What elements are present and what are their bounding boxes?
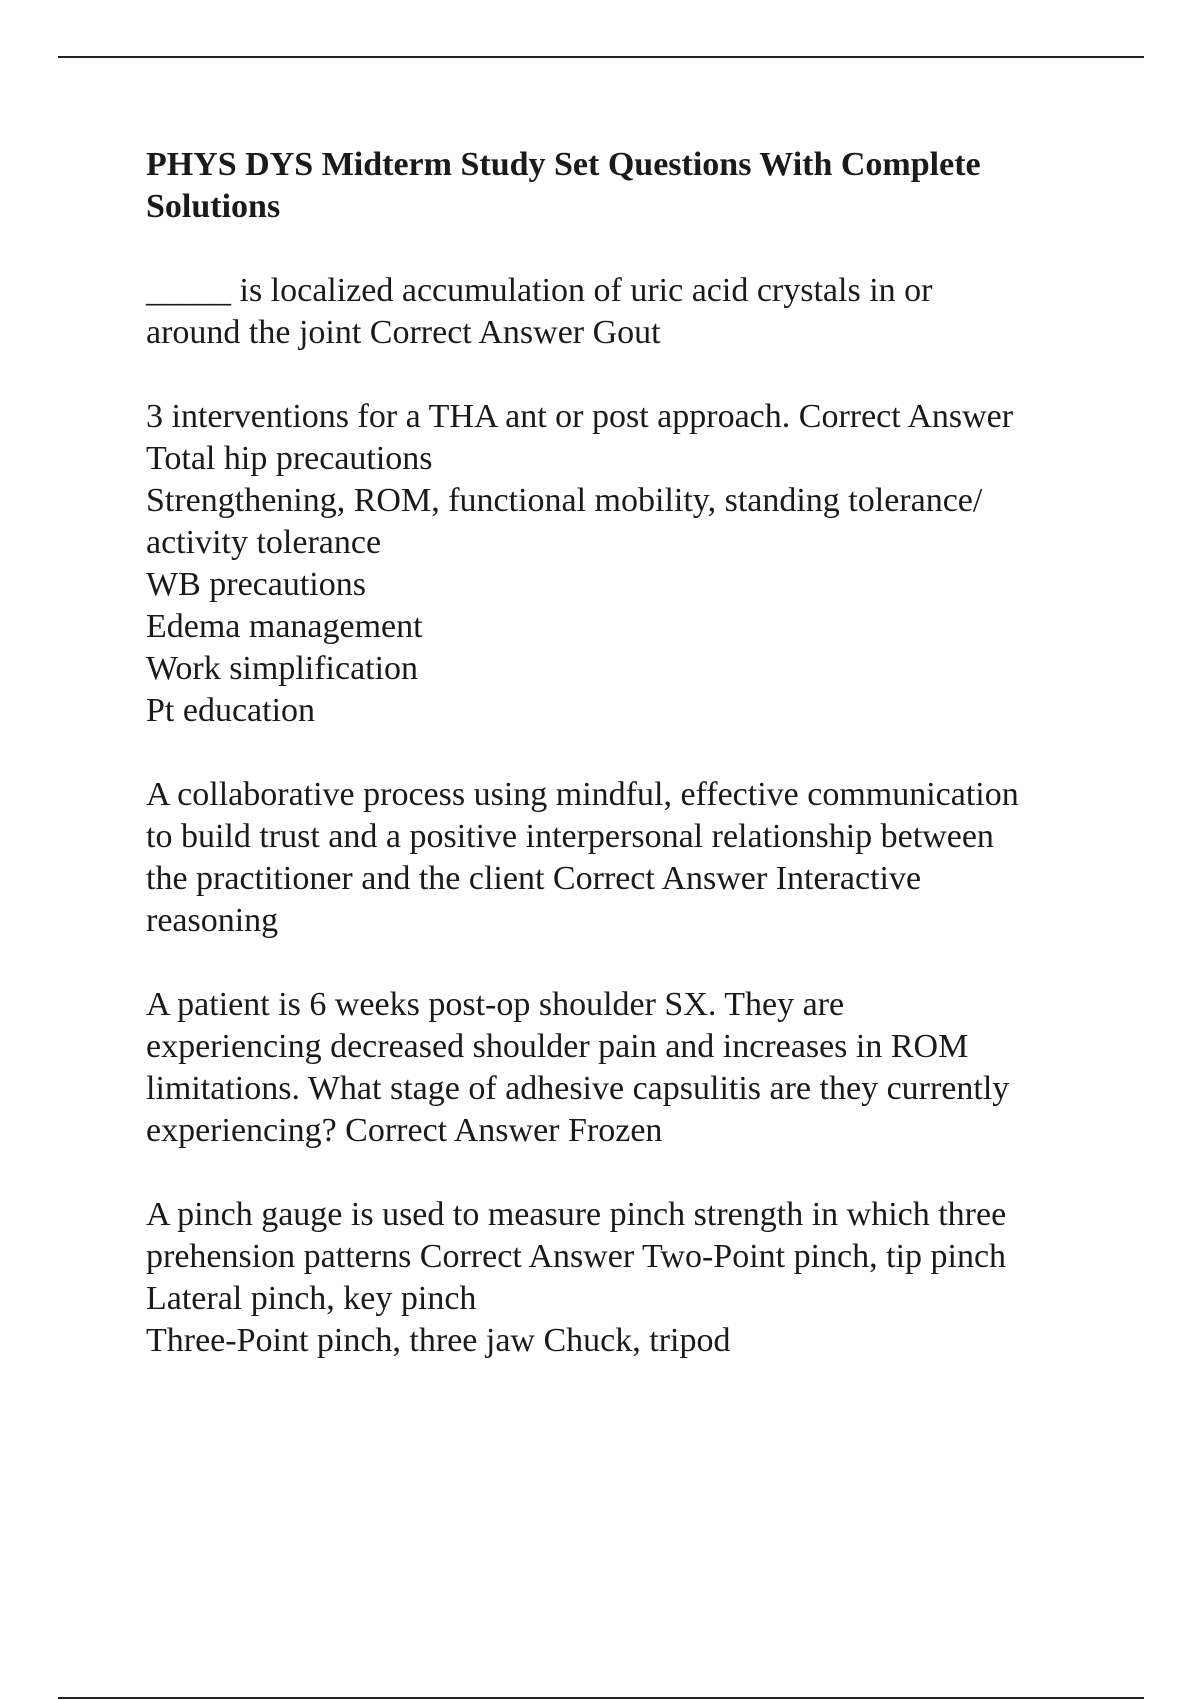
qa-entry-gout: _____ is localized accumulation of uric acid crystals in or around the joint Correct Answer Gout [146, 272, 933, 351]
top-rule [58, 56, 1144, 58]
qa-entry-tha-interventions: 3 interventions for a THA ant or post approach. Correct Answer Total hip precautions Strengthening, ROM, functional mobility, standing tolerance/ activity tolerance WB precautions Edema management Work simplification Pt education [146, 398, 1014, 729]
bottom-rule [58, 1697, 1144, 1699]
document-title: PHYS DYS Midterm Study Set Questions With Complete Solutions [146, 146, 981, 225]
qa-entry-pinch-gauge: A pinch gauge is used to measure pinch strength in which three prehension patterns Correct Answer Two-Point pinch, tip pinch Lateral pinch, key pinch Three-Point pinch, three jaw Chuck, tripod [146, 1196, 1007, 1359]
document-body [146, 144, 1101, 1404]
qa-entry-interactive-reasoning: A collaborative process using mindful, effective communication to build trust and a positive interpersonal relationship between the practitioner and the client Correct Answer Interactive reasoning [146, 776, 1019, 939]
qa-entry-adhesive-capsulitis: A patient is 6 weeks post-op shoulder SX. They are experiencing decreased shoulder pain and increases in ROM limitations. What stage of adhesive capsulitis are they currently experiencing? Correct Answer Frozen [146, 986, 1010, 1149]
